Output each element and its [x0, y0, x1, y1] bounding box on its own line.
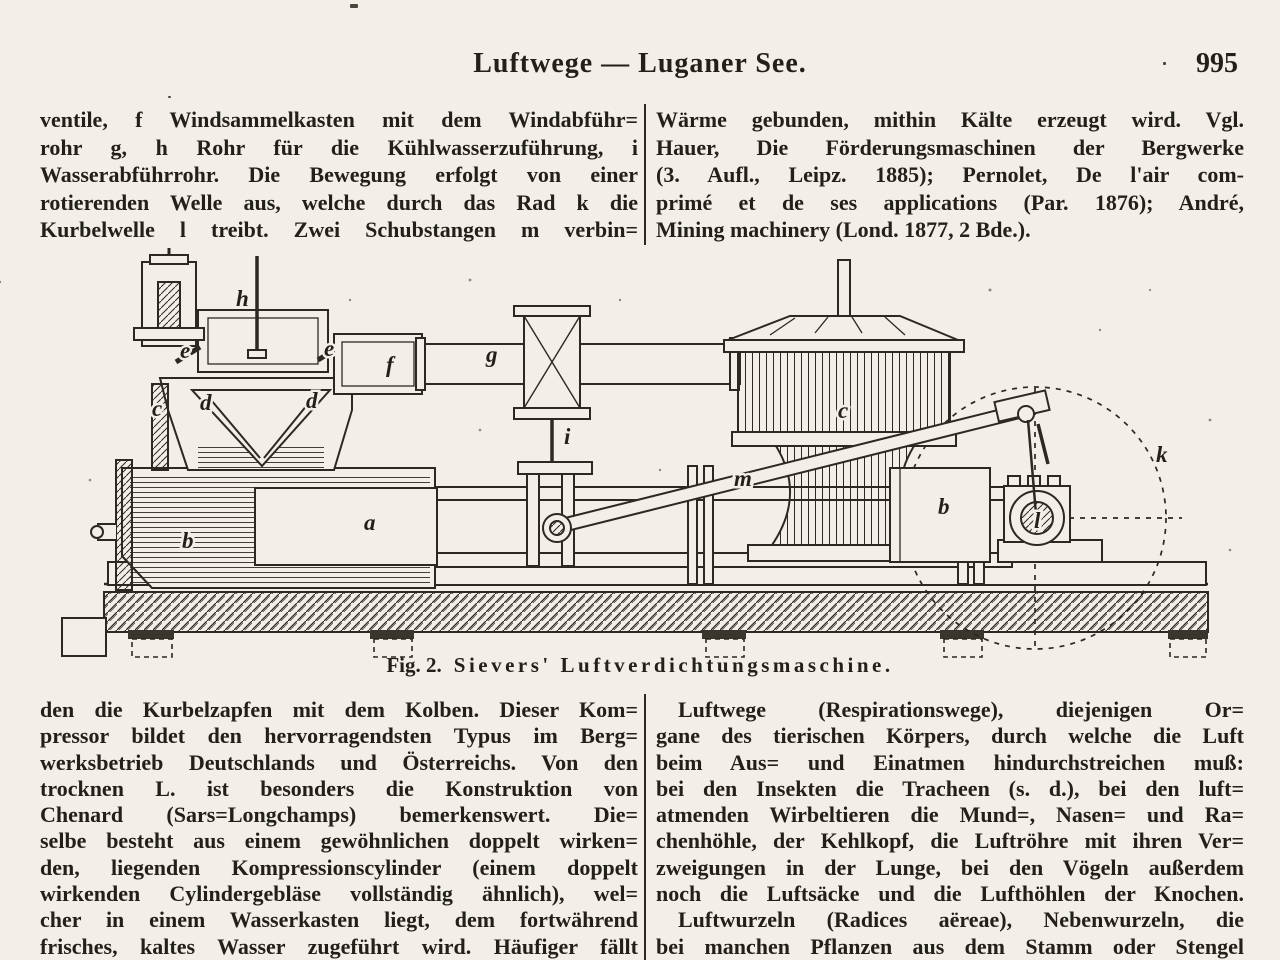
figure-label-g: g [486, 342, 498, 367]
relief-valve-pump [134, 248, 204, 346]
figure-label-c-right: c [838, 398, 849, 423]
text-line: primé et de ses applications (Par. 1876); André, [656, 189, 1244, 215]
figure-label-e-left: e [180, 338, 191, 363]
figure-label-b-left: b [182, 528, 194, 553]
text-line: Hauer, Die Förderungsmaschinen der Bergwerke [656, 134, 1244, 160]
figure-label-d-left: d [200, 390, 212, 415]
figure-caption-title: Sievers' Luftverdichtungsmaschine. [453, 653, 894, 677]
text-line: ventile, f Windsammelkasten mit dem Windabführ= [40, 107, 638, 132]
text-line: Luftwege (Respirationswege), diejenigen Or= [678, 697, 1244, 722]
text-line: (3. Aufl., Leipz. 1885); Pernolet, De l'air com- [656, 162, 1244, 187]
text-line: atmenden Wirbeltieren die Mund=, Nasen= und Ra= [656, 802, 1244, 828]
figure-label-f: f [386, 352, 394, 377]
page-header-title: Luftwege — Luganer See. [473, 48, 807, 79]
text-line: gane des tierischen Körpers, durch welche die Luft [656, 723, 1244, 749]
text-line: Mining machinery (Lond. 1877, 2 Bde.). [656, 217, 1031, 242]
text-line: Wasserabführrohr. Die Bewegung erfolgt von einer [40, 162, 638, 187]
wind-chamber-f [334, 334, 422, 394]
text-line: trocknen L. ist besonders die Konstruktion von [40, 775, 638, 801]
figure-engraving [0, 248, 1280, 660]
figure-label-l: l [1034, 508, 1041, 533]
text-line: rotierenden Welle aus, welche durch das Rad k die [40, 189, 638, 215]
text-line: bei den Insekten die Tracheen (s. d.), bei den luft= [656, 775, 1244, 801]
text-line: chenhöhle, der Kehlkopf, die Luftröhre mit ihren Ver= [656, 828, 1244, 854]
column-divider-rule [644, 104, 646, 245]
text-line: pressor bildet den hervorragendsten Typus im Berg= [40, 723, 638, 749]
right-column-top [656, 106, 1244, 244]
text-line: cher in einem Wasserkasten liegt, dem fortwährend [40, 907, 638, 933]
cross-pipe-fitting [514, 306, 590, 419]
scan-speck [168, 96, 171, 98]
figure-label-m: m [734, 466, 752, 491]
valve-chest [152, 378, 352, 470]
bearing-block [998, 476, 1102, 562]
figure-label-e-right: e [324, 336, 335, 361]
text-line: bei manchen Pflanzen aus dem Stamm oder Stengel [656, 933, 1244, 959]
figure-label-b-right: b [938, 494, 950, 519]
figure-caption [0, 653, 1280, 678]
piston-cylinder-end [255, 488, 437, 565]
scan-speck [350, 4, 358, 8]
page-number: 995 [1196, 48, 1238, 79]
text-line: Chenard (Sars=Longchamps) bemerkenswert. Die= [40, 802, 638, 828]
text-line: zweigungen in der Lunge, bei den Vögeln außerdem [656, 854, 1244, 880]
figure-label-c-left: c [152, 396, 163, 421]
figure-label-i: i [564, 424, 571, 449]
text-line: Luftwurzeln (Radices aëreae), Nebenwurzeln, die [678, 907, 1244, 933]
figure-label-a: a [364, 510, 376, 535]
text-line: rohr g, h Rohr für die Kühlwasserzuführung, i [40, 134, 638, 160]
text-line: selbe besteht aus einem gewöhnlichen doppelt wirken= [40, 828, 638, 854]
text-line: wirkenden Cylindergebläse vollständig ähnlich), wel= [40, 881, 638, 907]
figure-label-d-right: d [306, 388, 318, 413]
text-line: noch die Luftsäcke und die Lufthöhlen der Knochen. [656, 881, 1244, 907]
text-line: frisches, kaltes Wasser zugeführt wird. Häufiger fällt [40, 933, 638, 959]
figure-caption-number: Fig. 2. [386, 653, 442, 677]
left-column-bottom [40, 697, 638, 960]
text-line: den die Kurbelzapfen mit dem Kolben. Dieser Kom= [40, 697, 638, 722]
suction-box [198, 256, 328, 372]
right-column-bottom [656, 697, 1244, 960]
text-line: beim Aus= und Einatmen hindurchstreichen muß: [656, 749, 1244, 775]
text-line: den, liegenden Kompressionscylinder (einem doppelt [40, 854, 638, 880]
text-line: Wärme gebunden, mithin Kälte erzeugt wird. Vgl. [656, 107, 1244, 132]
ground-hatching [62, 584, 1208, 657]
figure-label-k: k [1156, 442, 1168, 467]
text-line: werksbetrieb Deutschlands und Österreichs. Von den [40, 749, 638, 775]
text-line: Kurbelwelle l treibt. Zwei Schubstangen m verbin= [40, 217, 638, 242]
left-column-top [40, 106, 638, 244]
figure-label-h: h [236, 286, 249, 311]
column-divider-rule [644, 694, 646, 960]
